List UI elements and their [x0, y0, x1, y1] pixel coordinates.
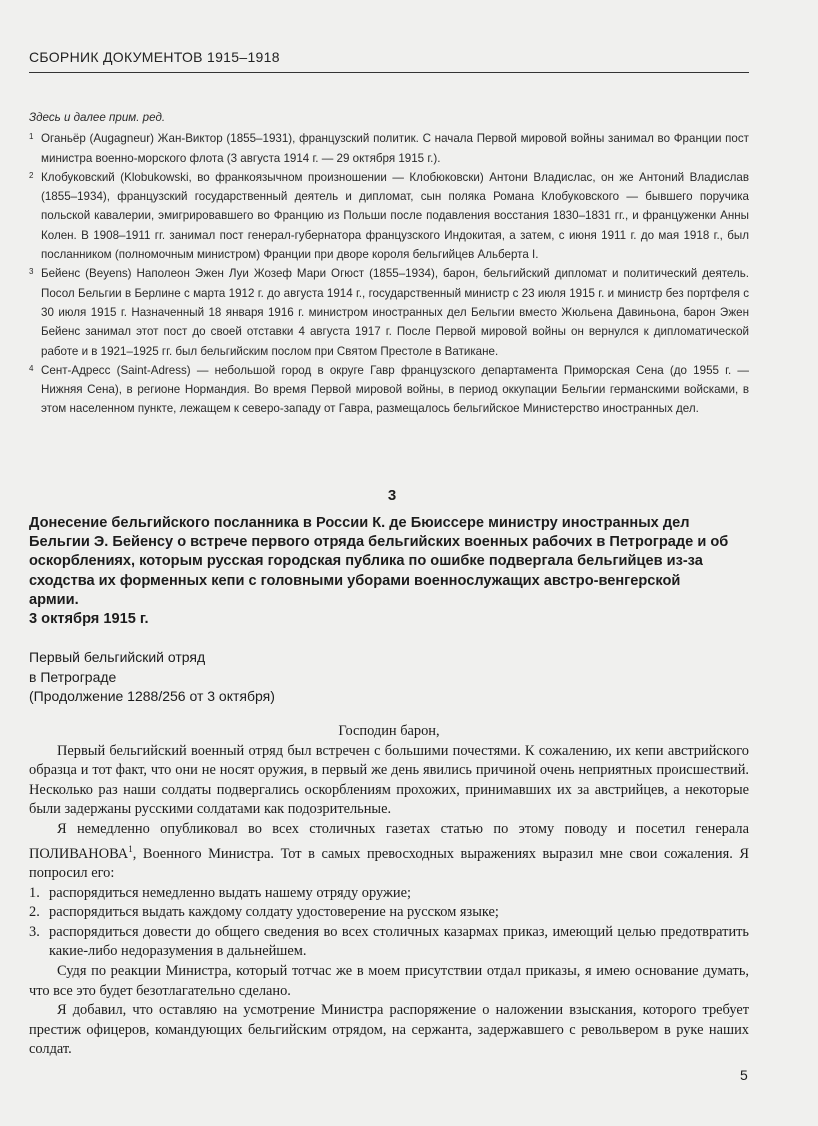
paragraph: Судя по реакции Министра, который тотчас же в моем присутствии отдал приказы, я имею основание думать, что все это будет безотлагательно сделано. [29, 962, 749, 999]
list-item [29, 903, 749, 923]
paragraph-text: , Военного Министра. Тот в самых превосходных выражениях выразил мне свои сожаления. Я попросил его: [29, 845, 749, 881]
footnote [29, 264, 749, 360]
letter-body [29, 722, 749, 1060]
notes-intro: Здесь и далее прим. ред. [29, 111, 166, 124]
document-title: Донесение бельгийского посланника в России К. де Бюиссере министру иностранных дел Бельгии Э. Бейенсу о встрече первого отряда бельгийских военных рабочих в Петрограде и об оскорблениях, которым русская городская публика по ошибке подвергала бельгийцев из-за сходства их форменных кепи с головными уборами военнослужащих австро-венгерской армии. [29, 515, 729, 608]
footnote-text: Оганьёр (Augagneur) Жан-Виктор (1855–1931), французский политик. С начала Первой мировой войны занимал во Франции пост министра военно-морского флота (3 августа 1914 г. — 29 октября 1915 г.). [41, 132, 749, 165]
subhead-line: в Петрограде [29, 668, 117, 685]
subhead-line: (Продолжение 1288/256 от 3 октября) [29, 688, 275, 704]
footnote-text: Бейенс (Beyens) Наполеон Эжен Луи Жозеф Мари Огюст (1855–1934), барон, бельгийский дипломат и политический деятель. Посол Бельгии в Берлине с марта 1912 г. до августа 1914 г., государственный министр с 23 июля 1915 г. и министр без портфеля с 30 июля 1915 г. Назначенный 18 января 1916 г. министром иностранных дел Бельгии вместо Жюльена Давиньона, барон Эжен Бейенс занимал этот пост до своей отставки 4 августа 1917 г. После Первой мировой войны он вернулся к дипломатической работе и в 1921–1925 гг. был бельгийским послом при Святом Престоле в Ватикане. [41, 267, 749, 358]
document-subhead [29, 648, 429, 707]
header-rule [29, 72, 749, 73]
list-number: 2. [29, 904, 40, 921]
list-number: 1. [29, 884, 40, 901]
footnote-number: 3 [29, 267, 34, 277]
footnote [29, 361, 749, 419]
footnote [29, 168, 749, 264]
footnote-number: 1 [29, 132, 34, 142]
document-number: 3 [387, 487, 397, 504]
document-title-block [29, 514, 729, 629]
paragraph-text: Я немедленно опубликовал во всех столичных газетах статью по этому поводу и посетил генерала ПОЛИВАНОВА [29, 820, 749, 862]
footnote [29, 129, 749, 168]
list-text: распорядиться немедленно выдать нашему отряду оружие; [49, 884, 411, 901]
list-item [29, 884, 749, 904]
list-item [29, 923, 749, 962]
footnotes [29, 108, 749, 419]
paragraph: Я добавил, что оставляю на усмотрение Министра распоряжение о наложении взыскания, которого требует престиж офицеров, командующих бельгийским отрядом, на сержанта, задержавшего с револьвером в руке наших солдат. [29, 1002, 749, 1058]
list-text: распорядиться довести до общего сведения во всех столичных казармах приказ, имеющий целью предотвратить какие-либо недоразумения в дальнейшем. [49, 923, 749, 960]
list-text: распорядиться выдать каждому солдату удостоверение на русском языке; [49, 904, 499, 921]
request-list [29, 884, 749, 962]
page-number: 5 [740, 1067, 748, 1083]
footnote-number: 4 [29, 363, 34, 373]
paragraph [29, 820, 749, 884]
paragraph: Первый бельгийский военный отряд был встречен с большими почестями. К сожалению, их кепи австрийского образца и тот факт, что они не носят оружия, в первый же день явились причиной очень неприятных происшествий. Несколько раз наши солдаты подвергались оскорблениям прохожих, принимавших их за австрийцев, а некоторые были задержаны русскими солдатами как подозрительные. [29, 742, 749, 818]
footnote-text: Сент-Адресс (Saint-Adress) — небольшой город в округе Гавр французского департамента Приморская Сена (до 1955 г. — Нижняя Сена), в регионе Нормандия. Во время Первой мировой войны, в период оккупации Бельгии германскими войсками, в этом населенном пункте, лежащем к северо-западу от Гавра, размещалось бельгийское Министерство иностранных дел. [41, 363, 749, 416]
subhead-line: Первый бельгийский отряд [29, 649, 206, 665]
footnote-ref: 1 [128, 843, 133, 854]
footnote-number: 2 [29, 170, 34, 180]
document-date: 3 октября 1915 г. [29, 611, 149, 628]
greeting: Господин барон, [338, 723, 440, 739]
running-header: СБОРНИК ДОКУМЕНТОВ 1915–1918 [29, 49, 280, 65]
footnote-text: Клобуковский (Klobukowski, во франкоязычном произношении — Клобюковски) Антони Владислас, он же Антоний Владислав (1855–1934), французский государственный деятель и дипломат, сын поляка Романа Клобуковского — бывшего поручика польской кавалерии, эмигрировавшего во Францию из Польши после подавления восстания 1830–1831 гг., и француженки Анны Колен. В 1908–1911 гг. занимал пост генерал-губернатора французского Индокитая, а затем, с июня 1911 г. до мая 1918 г., был посланником (полномочным министром) Франции при дворе короля бельгийцев Альберта I. [41, 170, 749, 262]
list-number: 3. [29, 923, 40, 940]
